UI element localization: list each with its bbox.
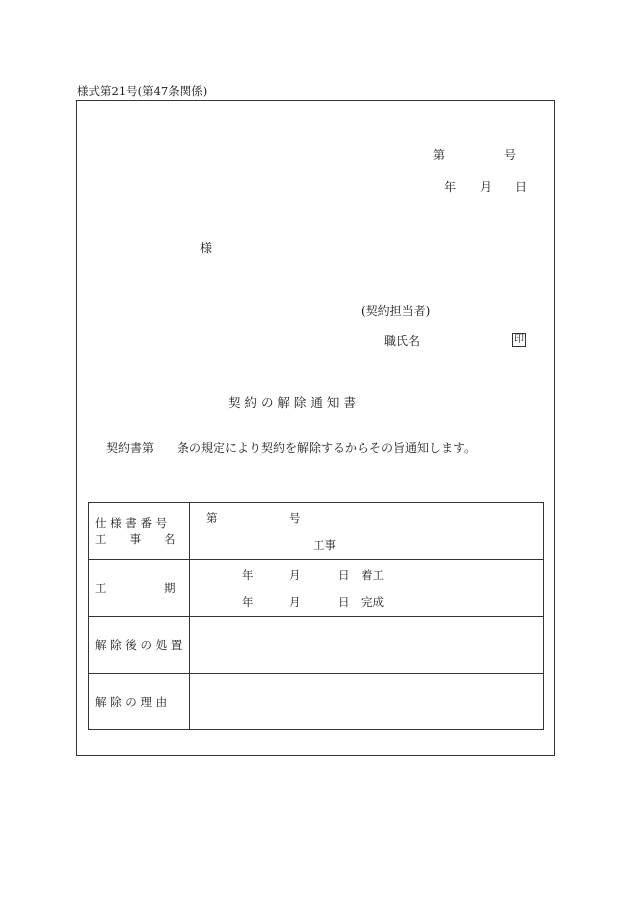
end-day: 日	[338, 595, 350, 609]
signer-role: (契約担当者)	[361, 304, 431, 318]
document-title: 契 約 の 解 除 通 知 書	[228, 395, 356, 410]
start-year: 年	[242, 568, 254, 582]
details-table	[88, 502, 544, 730]
number-suffix: 号	[504, 148, 517, 162]
row-termination-reason-label: 解 除 の 理 由	[95, 695, 168, 709]
start-month: 月	[289, 568, 301, 582]
seal-mark-text: 印	[514, 334, 524, 345]
body-text-part1: 契約書第	[106, 441, 155, 455]
table-row-divider	[89, 673, 543, 674]
signer-name-label: 職氏名	[384, 334, 421, 348]
table-row-divider	[89, 559, 543, 560]
seal-mark	[512, 333, 526, 347]
spec-number-prefix: 第	[206, 511, 218, 525]
addressee-honorific: 様	[200, 241, 213, 255]
row-work-period-label: 工 期	[95, 581, 176, 595]
form-label: 様式第21号(第47条関係)	[77, 84, 208, 98]
end-year: 年	[242, 595, 254, 609]
spec-number-suffix: 号	[289, 511, 301, 525]
row-work-name-label: 工 事 名	[95, 532, 176, 546]
work-name-suffix: 工事	[313, 538, 336, 552]
date-day: 日	[515, 180, 528, 194]
date-year: 年	[444, 180, 457, 194]
start-label: 着工	[361, 568, 384, 582]
row-post-termination-label: 解 除 後 の 処 置	[95, 638, 183, 652]
date-month: 月	[480, 180, 493, 194]
end-label: 完成	[361, 595, 384, 609]
body-text-part2: 条の規定により契約を解除するからその旨通知します。	[177, 441, 477, 455]
end-month: 月	[289, 595, 301, 609]
number-prefix: 第	[433, 148, 446, 162]
table-row-divider	[89, 616, 543, 617]
row-spec-number-label: 仕 様 書 番 号	[95, 516, 168, 530]
start-day: 日	[338, 568, 350, 582]
